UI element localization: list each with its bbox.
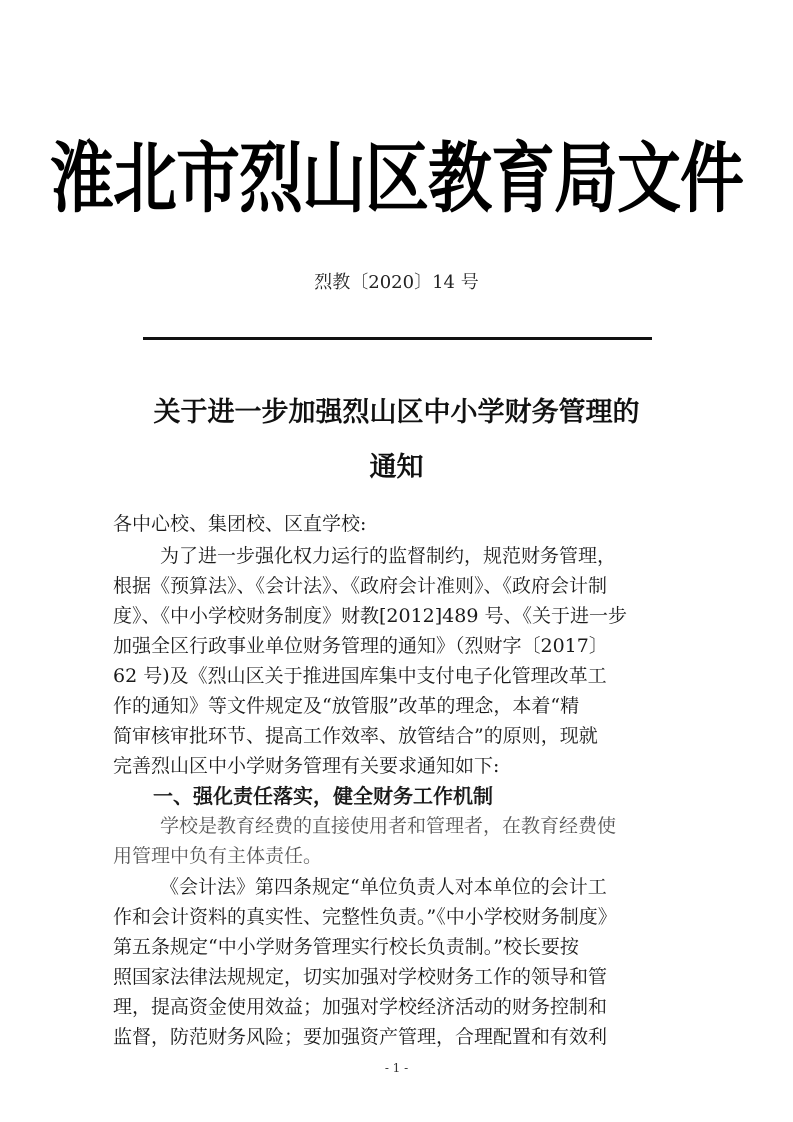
paragraph-line: 第五条规定“中小学财务管理实行校长负责制。”校长要按 xyxy=(113,936,579,958)
paragraph-line: 度》、《中小学校财务制度》财教[2012]489 号、《关于进一步 xyxy=(113,605,627,627)
section-heading: 一、强化责任落实，健全财务工作机制 xyxy=(153,784,493,808)
document-number: 烈教〔2020〕14 号 xyxy=(314,272,479,293)
salutation: 各中心校、集团校、区直学校: xyxy=(113,513,367,535)
paragraph-line: 用管理中负有主体责任。 xyxy=(113,845,323,867)
paragraph-line: 完善烈山区中小学财务管理有关要求通知如下: xyxy=(113,755,500,777)
paragraph-line: 学校是教育经费的直接使用者和管理者，在教育经费使 xyxy=(160,815,617,837)
paragraph-line: 照国家法律法规规定，切实加强对学校财务工作的领导和管 xyxy=(113,966,608,988)
header-divider xyxy=(143,337,652,340)
paragraph-line: 为了进一步强化权力运行的监督制约，规范财务管理， xyxy=(160,545,617,567)
document-title-line-2: 通知 xyxy=(369,452,424,483)
document-title-line-1: 关于进一步加强烈山区中小学财务管理的 xyxy=(153,397,640,428)
paragraph-line: 作的通知》等文件规定及“放管服”改革的理念，本着“精 xyxy=(113,695,580,717)
document-issuer-title: 淮北市烈山区教育局文件 xyxy=(50,135,743,225)
paragraph-line: 《会计法》第四条规定“单位负责人对本单位的会计工 xyxy=(160,876,607,898)
paragraph-line: 作和会计资料的真实性、完整性负责。”《中小学校财务制度》 xyxy=(113,906,617,928)
paragraph-line: 加强全区行政事业单位财务管理的通知》（烈财字〔2017〕 xyxy=(113,635,608,657)
paragraph-line: 简审核审批环节、提高工作效率、放管结合”的原则，现就 xyxy=(113,725,598,747)
page-number: - 1 - xyxy=(384,1061,409,1075)
paragraph-line: 监督，防范财务风险；要加强资产管理，合理配置和有效利 xyxy=(113,1026,608,1048)
paragraph-line: 62 号)及《烈山区关于推进国库集中支付电子化管理改革工 xyxy=(113,665,607,687)
paragraph-line: 根据《预算法》、《会计法》、《政府会计准则》、《政府会计制 xyxy=(113,575,608,597)
paragraph-line: 理，提高资金使用效益；加强对学校经济活动的财务控制和 xyxy=(113,996,608,1018)
